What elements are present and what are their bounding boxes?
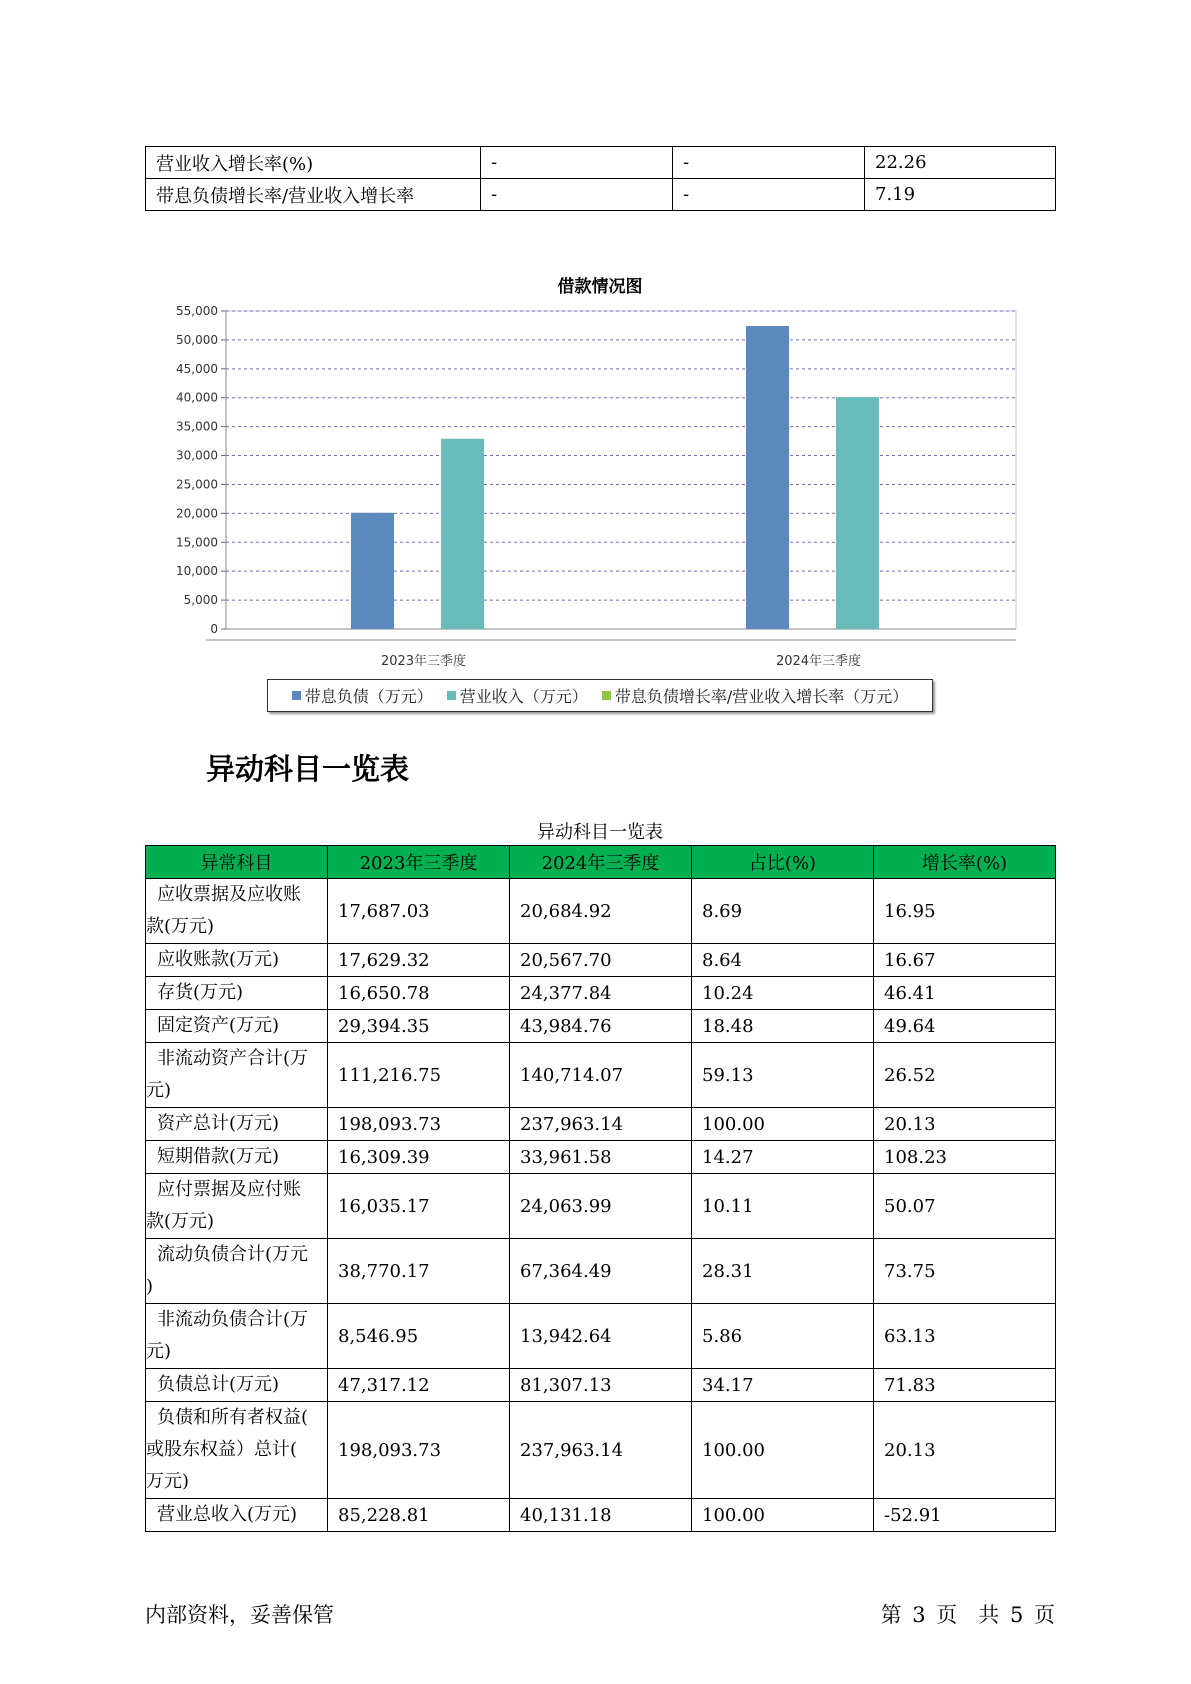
legend-swatch <box>292 691 301 700</box>
item-name-line: 非流动负债合计(万 <box>157 1309 309 1330</box>
y-tick-label: 25,000 <box>176 477 218 492</box>
bar <box>441 439 484 629</box>
page-number: 第 3 页 共 5 页 <box>880 1603 1055 1627</box>
cell-value: 20,684.92 <box>510 879 692 944</box>
cell-value: 47,317.12 <box>328 1369 510 1402</box>
cell-value: 63.13 <box>874 1304 1056 1369</box>
cell-value: 108.23 <box>874 1141 1056 1174</box>
item-name-line: 应付票据及应付账 <box>157 1179 301 1200</box>
cell-value: 100.00 <box>692 1108 874 1141</box>
y-tick-label: 5,000 <box>183 593 218 608</box>
item-name-cell <box>146 1304 328 1369</box>
item-name-line: 万元) <box>146 1471 190 1492</box>
y-tick-label: 55,000 <box>176 304 218 318</box>
cell-value: 59.13 <box>692 1043 874 1108</box>
item-name-line: ) <box>146 1276 154 1297</box>
table-caption: 异动科目一览表 <box>537 822 663 843</box>
cell-value: 237,963.14 <box>510 1402 692 1499</box>
cell-value: 16.67 <box>874 944 1056 977</box>
cell-value: 198,093.73 <box>328 1108 510 1141</box>
table-row <box>146 1108 1056 1141</box>
item-name-cell <box>146 1010 328 1043</box>
growth-rate-table <box>145 146 1056 211</box>
column-header: 异常科目 <box>146 846 328 879</box>
cell-value: 67,364.49 <box>510 1239 692 1304</box>
cell-value: 5.86 <box>692 1304 874 1369</box>
item-name-cell <box>146 1239 328 1304</box>
y-tick-label: 40,000 <box>176 390 218 405</box>
cell-value: - <box>673 147 865 179</box>
item-name-cell <box>146 1402 328 1499</box>
table-row <box>146 944 1056 977</box>
legend-label: 营业收入（万元） <box>459 687 588 706</box>
item-name-cell <box>146 977 328 1010</box>
cell-value: 16,035.17 <box>328 1174 510 1239</box>
cell-value: 140,714.07 <box>510 1043 692 1108</box>
cell-value: - <box>673 179 865 211</box>
cell-value: 38,770.17 <box>328 1239 510 1304</box>
cell-value: 33,961.58 <box>510 1141 692 1174</box>
item-name-line: 短期借款(万元) <box>157 1146 280 1167</box>
cell-value: 20,567.70 <box>510 944 692 977</box>
table-row <box>146 1043 1056 1108</box>
item-name-line: 或股东权益）总计( <box>146 1439 298 1460</box>
table-row <box>146 1304 1056 1369</box>
item-name-line: 应收票据及应收账 <box>157 884 301 905</box>
section-heading: 异动科目一览表 <box>206 752 410 786</box>
item-name-cell <box>146 1174 328 1239</box>
cell-value: 8.64 <box>692 944 874 977</box>
table-header-row <box>146 846 1056 879</box>
cell-value: 8.69 <box>692 879 874 944</box>
item-name-line: 负债总计(万元) <box>157 1374 280 1395</box>
bar <box>836 397 879 629</box>
column-header: 占比(%) <box>692 846 874 879</box>
cell-value: 13,942.64 <box>510 1304 692 1369</box>
y-tick-label: 35,000 <box>176 419 218 434</box>
legend-swatch <box>602 691 611 700</box>
cell-value: 7.19 <box>865 179 1056 211</box>
y-tick-label: 45,000 <box>176 361 218 376</box>
cell-value: - <box>481 179 673 211</box>
item-name-line: 元) <box>146 1080 172 1101</box>
abnormal-items-table <box>145 845 1056 1532</box>
cell-value: 29,394.35 <box>328 1010 510 1043</box>
x-tick-label: 2023年三季度 <box>380 654 467 669</box>
cell-value: 71.83 <box>874 1369 1056 1402</box>
cell-value: 17,629.32 <box>328 944 510 977</box>
item-name-line: 负债和所有者权益( <box>157 1407 309 1428</box>
borrowing-bar-chart <box>145 300 1055 669</box>
column-header: 增长率(%) <box>874 846 1056 879</box>
bar <box>746 326 789 629</box>
table-row <box>146 1010 1056 1043</box>
cell-value: 20.13 <box>874 1108 1056 1141</box>
table-row <box>146 977 1056 1010</box>
y-tick-label: 20,000 <box>176 506 218 521</box>
cell-value: 49.64 <box>874 1010 1056 1043</box>
legend-swatch <box>447 691 456 700</box>
item-name-line: 营业总收入(万元) <box>157 1504 298 1525</box>
table-row <box>146 1239 1056 1304</box>
row-label: 带息负债增长率/营业收入增长率 <box>146 179 481 211</box>
plot-area <box>226 311 1016 629</box>
item-name-line: 存货(万元) <box>157 982 244 1003</box>
table-row <box>146 147 1056 179</box>
table-row <box>146 1499 1056 1532</box>
item-name-line: 款(万元) <box>146 1211 215 1232</box>
cell-value: 81,307.13 <box>510 1369 692 1402</box>
legend-item <box>292 684 433 707</box>
legend-label: 带息负债（万元） <box>304 687 433 706</box>
item-name-line: 非流动资产合计(万 <box>157 1048 309 1069</box>
table-row <box>146 1369 1056 1402</box>
footer-confidential-note: 内部资料，妥善保管 <box>145 1603 334 1627</box>
item-name-line: 款(万元) <box>146 916 215 937</box>
item-name-cell <box>146 1141 328 1174</box>
table-row <box>146 1141 1056 1174</box>
item-name-line: 元) <box>146 1341 172 1362</box>
y-tick-label: 50,000 <box>176 332 218 347</box>
item-name-line: 固定资产(万元) <box>157 1015 280 1036</box>
cell-value: 26.52 <box>874 1043 1056 1108</box>
legend-label: 带息负债增长率/营业收入增长率（万元） <box>614 687 909 706</box>
y-tick-label: 30,000 <box>176 448 218 463</box>
cell-value: 24,377.84 <box>510 977 692 1010</box>
x-tick-label: 2024年三季度 <box>775 654 862 669</box>
cell-value: 16.95 <box>874 879 1056 944</box>
cell-value: 100.00 <box>692 1402 874 1499</box>
cell-value: 198,093.73 <box>328 1402 510 1499</box>
item-name-cell <box>146 1043 328 1108</box>
row-label: 营业收入增长率(%) <box>146 147 481 179</box>
column-header: 2023年三季度 <box>328 846 510 879</box>
cell-value: 237,963.14 <box>510 1108 692 1141</box>
y-tick-label: 15,000 <box>176 535 218 550</box>
cell-value: 46.41 <box>874 977 1056 1010</box>
table-row <box>146 179 1056 211</box>
item-name-line: 流动负债合计(万元 <box>157 1244 309 1265</box>
y-tick-label: 10,000 <box>176 564 218 579</box>
cell-value: 14.27 <box>692 1141 874 1174</box>
y-tick-label: 0 <box>210 622 218 636</box>
cell-value: 40,131.18 <box>510 1499 692 1532</box>
cell-value: 20.13 <box>874 1402 1056 1499</box>
item-name-cell <box>146 879 328 944</box>
cell-value: 10.24 <box>692 977 874 1010</box>
table-row <box>146 1174 1056 1239</box>
cell-value: 22.26 <box>865 147 1056 179</box>
cell-value: 16,309.39 <box>328 1141 510 1174</box>
legend-item <box>447 684 588 707</box>
legend-item <box>602 684 908 707</box>
column-header: 2024年三季度 <box>510 846 692 879</box>
cell-value: 16,650.78 <box>328 977 510 1010</box>
cell-value: 34.17 <box>692 1369 874 1402</box>
item-name-cell <box>146 1108 328 1141</box>
cell-value: 100.00 <box>692 1499 874 1532</box>
chart-title: 借款情况图 <box>557 277 643 297</box>
cell-value: 8,546.95 <box>328 1304 510 1369</box>
cell-value: 85,228.81 <box>328 1499 510 1532</box>
cell-value: 73.75 <box>874 1239 1056 1304</box>
item-name-cell <box>146 1499 328 1532</box>
cell-value: 10.11 <box>692 1174 874 1239</box>
cell-value: 18.48 <box>692 1010 874 1043</box>
cell-value: 111,216.75 <box>328 1043 510 1108</box>
cell-value: 24,063.99 <box>510 1174 692 1239</box>
chart-legend <box>267 679 933 712</box>
cell-value: - <box>481 147 673 179</box>
item-name-cell <box>146 944 328 977</box>
table-row <box>146 1402 1056 1499</box>
table-row <box>146 879 1056 944</box>
item-name-line: 资产总计(万元) <box>157 1113 280 1134</box>
item-name-line: 应收账款(万元) <box>157 949 280 970</box>
cell-value: 43,984.76 <box>510 1010 692 1043</box>
item-name-cell <box>146 1369 328 1402</box>
bar <box>351 513 394 629</box>
cell-value: 50.07 <box>874 1174 1056 1239</box>
cell-value: -52.91 <box>874 1499 1056 1532</box>
cell-value: 17,687.03 <box>328 879 510 944</box>
cell-value: 28.31 <box>692 1239 874 1304</box>
